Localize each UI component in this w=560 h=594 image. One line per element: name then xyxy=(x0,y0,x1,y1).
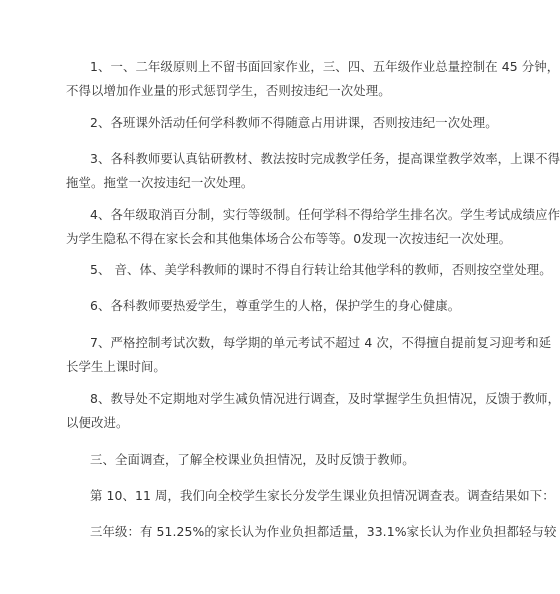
paragraph-line: 7、严格控制考试次数，每学期的单元考试不超过 4 次，不得擅自提前复习迎考和延 xyxy=(90,335,552,350)
paragraph-rule-3 xyxy=(66,147,560,195)
paragraph-line: 5、 音、体、美学科教师的课时不得自行转让给其他学科的教师，否则按空堂处理。 xyxy=(90,262,552,277)
paragraph-rule-1 xyxy=(66,55,560,103)
paragraph-line: 不得以增加作业量的形式惩罚学生，否则按违纪一次处理。 xyxy=(66,83,391,98)
paragraph-line: 为学生隐私不得在家长会和其他集体场合公布等等。0发现一次按违纪一次处理。 xyxy=(66,231,512,246)
paragraph-section-3 xyxy=(66,448,456,472)
paragraph-grade-3 xyxy=(66,520,557,544)
paragraph-line: 8、教导处不定期地对学生减负情况进行调查，及时掌握学生负担情况，反馈于教师， xyxy=(90,391,560,406)
paragraph-line: 6、各科教师要热爱学生，尊重学生的人格，保护学生的身心健康。 xyxy=(90,298,461,313)
paragraph-line: 拖堂。拖堂一次按违纪一次处理。 xyxy=(66,175,254,190)
paragraph-rule-2 xyxy=(66,111,498,135)
paragraph-line: 第 10、11 周，我们向全校学生家长分发学生课业负担情况调查表。调查结果如下： xyxy=(90,488,555,503)
paragraph-line: 长学生上课时间。 xyxy=(66,359,166,374)
paragraph-line: 三年级：有 51.25%的家长认为作业负担都适量，33.1%家长认为作业负担都轻与较 xyxy=(90,524,557,539)
paragraph-line: 2、各班课外活动任何学科教师不得随意占用讲课，否则按违纪一次处理。 xyxy=(90,115,498,130)
paragraph-line: 3、各科教师要认真钻研教材、教法按时完成教学任务，提高课堂教学效率，上课不得 xyxy=(90,151,560,166)
paragraph-rule-6 xyxy=(66,294,461,318)
paragraph-rule-7 xyxy=(66,331,552,379)
paragraph-line: 1、一、二年级原则上不留书面回家作业，三、四、五年级作业总量控制在 45 分钟， xyxy=(90,59,560,74)
paragraph-rule-8 xyxy=(66,387,560,435)
paragraph-survey-intro xyxy=(66,484,555,508)
paragraph-line: 以便改进。 xyxy=(66,415,129,430)
paragraph-rule-5 xyxy=(66,258,552,282)
paragraph-rule-4 xyxy=(66,203,560,251)
paragraph-line: 4、各年级取消百分制，实行等级制。任何学科不得给学生排名次。学生考试成绩应作 xyxy=(90,207,560,222)
paragraph-line: 三、全面调查，了解全校课业负担情况，及时反馈于教师。 xyxy=(90,452,415,467)
